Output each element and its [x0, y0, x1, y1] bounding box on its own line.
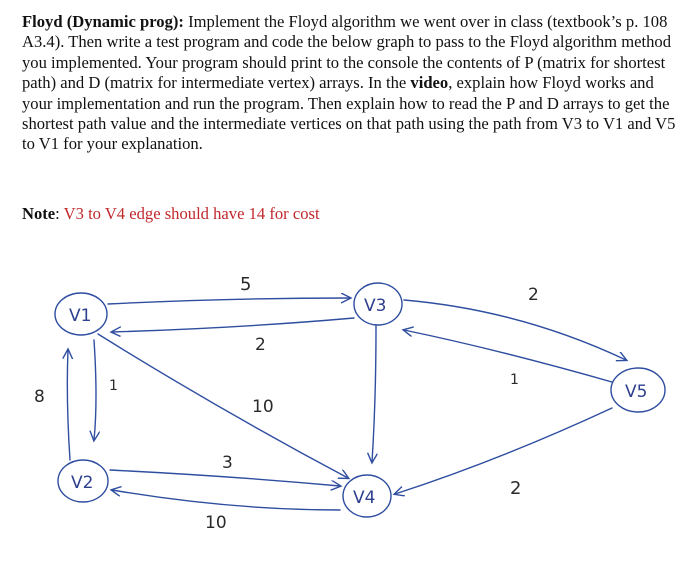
vertex-v4-label: V4 [353, 488, 376, 508]
weight-v1-v2: 8 [34, 387, 45, 407]
weight-v1-v4: 10 [252, 397, 274, 417]
weight-v4-v2: 10 [205, 513, 227, 533]
weight-v2-v4: 3 [222, 453, 233, 473]
note-label: Note [22, 204, 56, 223]
vertex-v3-label: V3 [364, 296, 387, 316]
note-text: V3 to V4 edge should have 14 for cost [63, 204, 320, 223]
edge-v1-v3 [108, 298, 350, 304]
assignment-title: Floyd (Dynamic prog): [22, 12, 184, 31]
edge-v4-v2 [112, 490, 340, 510]
weight-v3-v5: 2 [528, 285, 539, 305]
assignment-body-1: Implement the Floyd algorithm we went over in class (textbook’s p. 108 A3.4). Then write a test program and code the below graph to pass to the Floyd algorithm method you implemented. Your program should print to the console the contents of P (matrix for shortest path) and D (matrix for intermediate vertex) arrays. In the [22, 12, 672, 93]
vertex-v2-label: V2 [71, 473, 94, 493]
edge-v3-v1 [112, 318, 354, 332]
weight-v5-v3: 1 [510, 372, 519, 388]
edge-v5-v4 [395, 408, 612, 494]
edge-v3-v5 [404, 300, 626, 360]
vertex-v5-label: V5 [625, 382, 648, 402]
edge-v2-v1 [67, 350, 70, 460]
note-colon: : [55, 204, 64, 223]
weight-v2-v1: 1 [109, 378, 118, 394]
edge-v1-v2 [94, 340, 96, 440]
weight-v5-v4: 2 [510, 478, 522, 499]
weight-v1-v3: 5 [240, 274, 252, 295]
video-word: video [410, 73, 449, 93]
vertex-v1-label: V1 [69, 306, 92, 326]
weight-v3-v1: 2 [255, 335, 266, 355]
edge-v5-v3 [404, 330, 612, 382]
edge-v3-v4 [372, 326, 376, 462]
assignment-body-2: , explain how Floyd works and your implementation and run the program. Then explain how to read the P and D arrays to get the shortest path value and the intermediate vertices on that path using the path from V3 to V1 and V5 to V1 for your explanation. [22, 73, 676, 154]
